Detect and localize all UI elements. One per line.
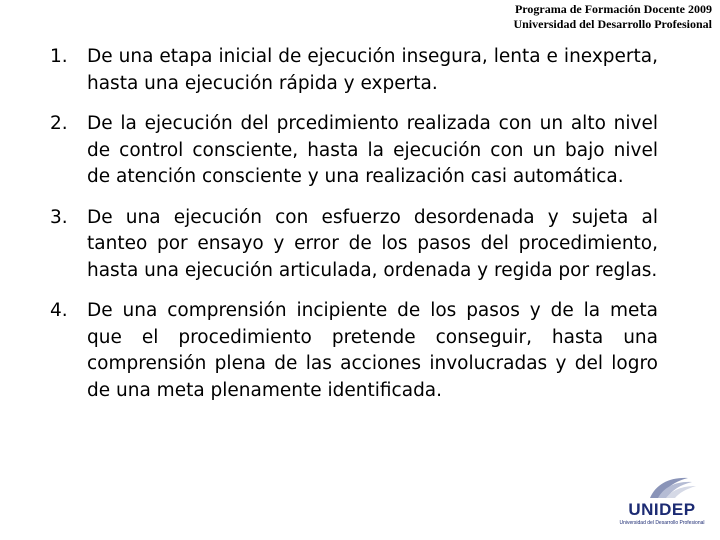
list-item: [50, 298, 658, 404]
logo-wordmark: UNIDEP: [628, 500, 696, 519]
list-item: [50, 44, 658, 97]
list-item: [50, 205, 658, 285]
logo-swoosh-icon: [612, 472, 712, 502]
item-text: De una ejecución con esfuerzo desordenada y sujeta al tanteo por ensayo y error de los pasos del procedimiento, hasta una ejecución articulada, ordenada y regida por reglas.: [87, 206, 658, 281]
stages-list: [50, 44, 658, 418]
item-text: De una etapa inicial de ejecución insegura, lenta e inexperta, hasta una ejecución rápida y experta.: [87, 46, 658, 94]
item-text: De una comprensión incipiente de los pasos y de la meta que el procedimiento pretende conseguir, hasta una comprensión plena de las acciones involucradas y del logro de una meta plenamente identificada.: [87, 300, 658, 401]
item-text: De la ejecución del prcedimiento realizada con un alto nivel de control consciente, hasta la ejecución con un bajo nivel de atención consciente y una realización casi automática.: [87, 113, 658, 187]
slide-header: [513, 2, 712, 32]
item-number: 1.: [50, 46, 68, 67]
university-name: Universidad del Desarrollo Profesional: [513, 17, 712, 31]
item-number: 4.: [50, 300, 68, 321]
item-number: 3.: [50, 206, 68, 228]
item-number: 2.: [50, 113, 68, 134]
unidep-logo: [612, 472, 712, 534]
program-title: Programa de Formación Docente 2009: [514, 2, 712, 16]
logo-tagline: Universidad del Desarrollo Profesional: [619, 520, 705, 526]
list-item: [50, 111, 658, 191]
